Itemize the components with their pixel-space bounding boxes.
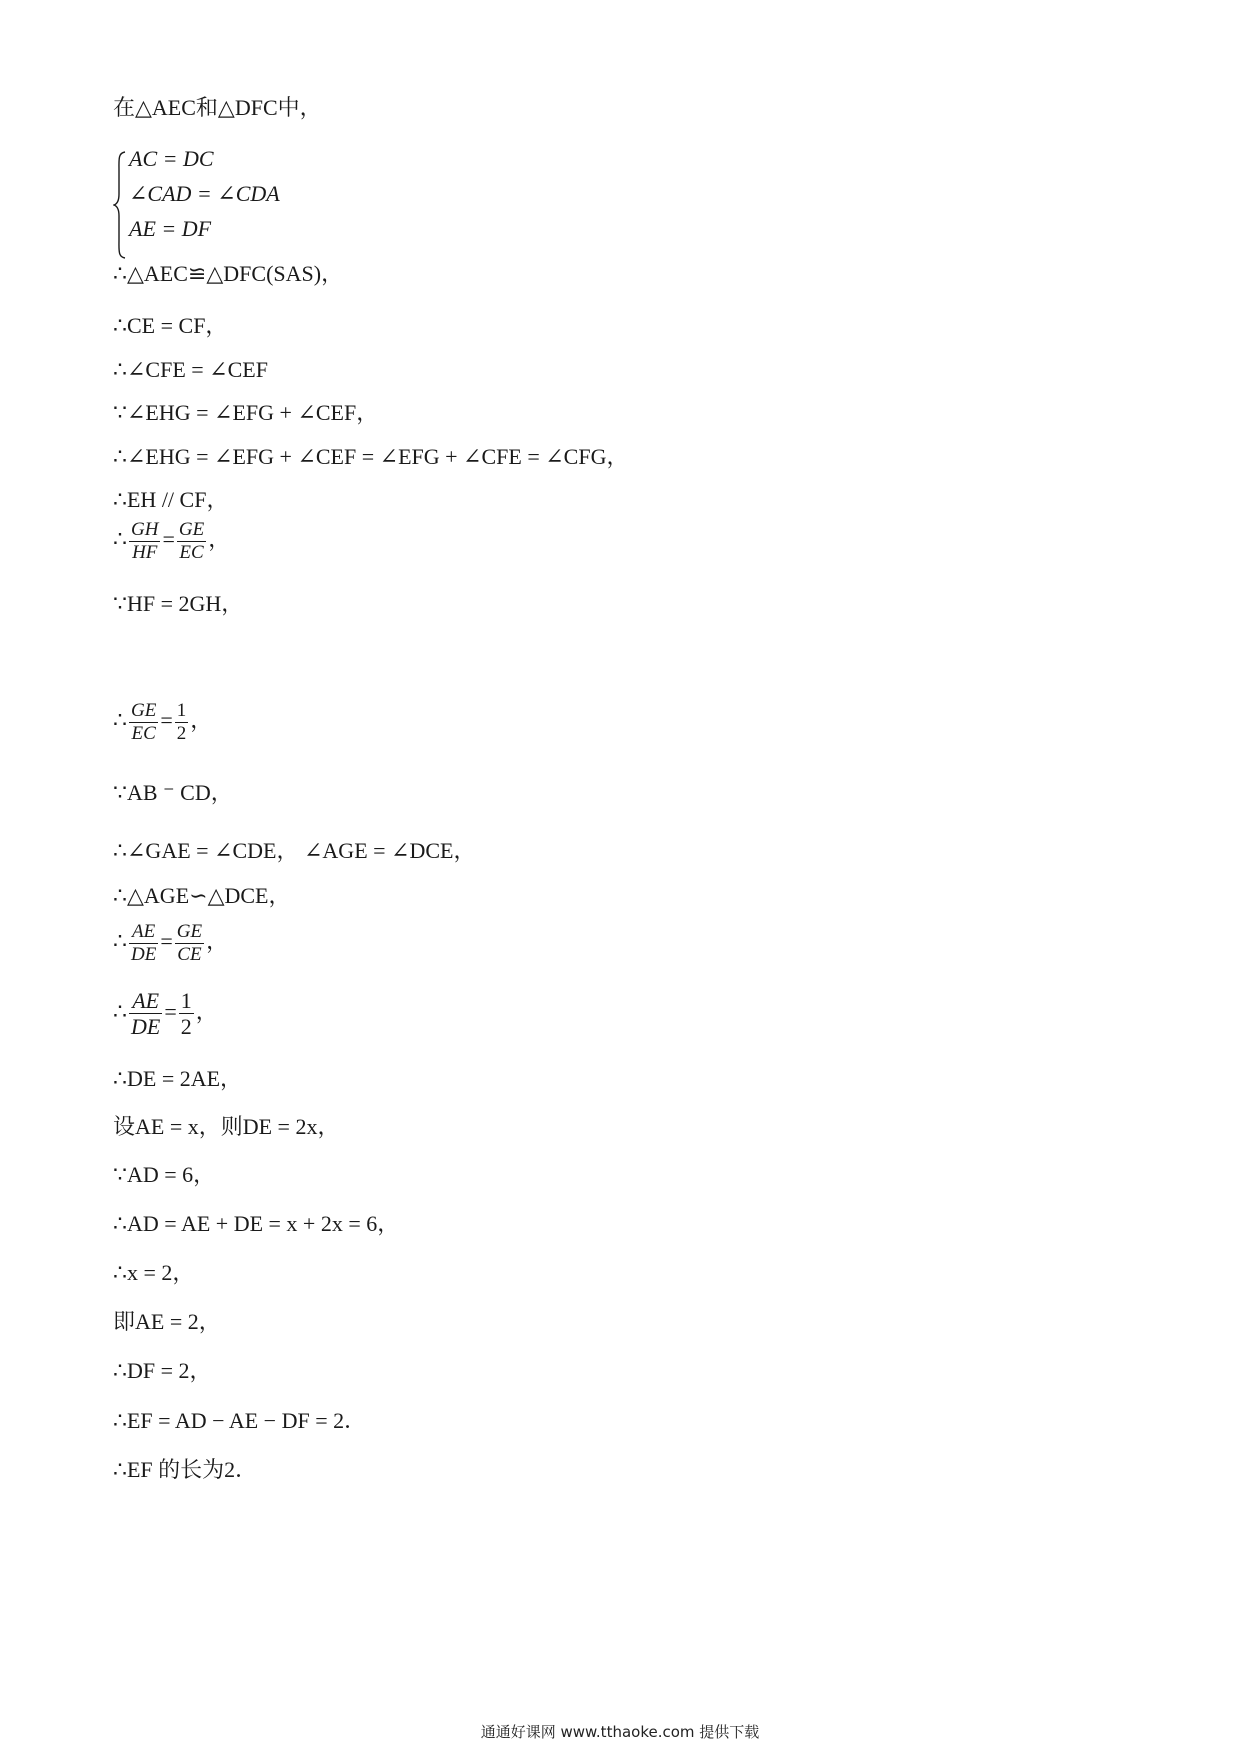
operator: = bbox=[160, 928, 173, 954]
proof-line: ∴CE = CF， bbox=[113, 313, 228, 338]
proof-line: ∵HF = 2GH， bbox=[113, 591, 244, 616]
proof-line: ∴EF = AD − AE − DF = 2． bbox=[113, 1408, 367, 1433]
prefix-symbol: ∴ bbox=[113, 998, 127, 1024]
fraction bbox=[129, 988, 162, 1040]
fraction bbox=[177, 519, 206, 564]
proof-line: ∵∠EHG = ∠EFG + ∠CEF， bbox=[113, 400, 379, 425]
operator: = bbox=[162, 526, 175, 552]
page-footer: 通通好课网 www.tthaoke.com 提供下载 bbox=[480, 1723, 760, 1741]
denominator: DE bbox=[131, 1014, 161, 1040]
denominator: EC bbox=[131, 722, 156, 744]
numerator: AE bbox=[129, 988, 162, 1014]
denominator: HF bbox=[132, 541, 158, 563]
operator: = bbox=[164, 998, 177, 1024]
fraction bbox=[129, 519, 160, 564]
numerator: GE bbox=[176, 921, 203, 942]
proof-line: ∴△AEC≌△DFC(SAS)， bbox=[113, 261, 344, 286]
fraction-line bbox=[113, 988, 218, 1040]
suffix: ， bbox=[206, 928, 229, 954]
prefix-symbol: ∴ bbox=[113, 928, 127, 954]
left-brace bbox=[113, 150, 127, 260]
proof-line: ∴AD = AE + DE = x + 2x = 6， bbox=[113, 1211, 400, 1236]
proof-line: ∴∠GAE = ∠CDE， ∠AGE = ∠DCE， bbox=[113, 838, 476, 863]
proof-line: ∵AD = 6， bbox=[113, 1162, 216, 1187]
numerator: 1 bbox=[180, 988, 192, 1013]
proof-line: ∴∠EHG = ∠EFG + ∠CEF = ∠EFG + ∠CFE = ∠CFG， bbox=[113, 444, 629, 469]
numerator: AE bbox=[129, 921, 158, 944]
proof-line: ∴DF = 2， bbox=[113, 1358, 212, 1383]
proof-line: ∴DE = 2AE， bbox=[113, 1066, 243, 1091]
denominator: EC bbox=[179, 541, 204, 563]
suffix: ， bbox=[190, 707, 213, 733]
operator: = bbox=[160, 707, 173, 733]
fraction bbox=[129, 921, 158, 966]
denominator: CE bbox=[177, 943, 202, 965]
numerator: GE bbox=[178, 519, 205, 540]
suffix: ， bbox=[195, 998, 218, 1024]
numerator: GH bbox=[131, 519, 159, 540]
fraction-line bbox=[113, 921, 228, 966]
system-row: AE = DF bbox=[129, 216, 212, 241]
proof-line: ∵AB ⁻ CD， bbox=[113, 780, 233, 805]
fraction bbox=[129, 700, 158, 745]
system-row: AC = DC bbox=[129, 146, 214, 171]
numerator: 1 bbox=[176, 700, 187, 721]
fraction-line bbox=[113, 700, 212, 745]
fraction bbox=[175, 700, 189, 745]
proof-line: ∴EF 的长为2． bbox=[113, 1457, 258, 1482]
denominator: 2 bbox=[180, 1014, 192, 1040]
denominator: 2 bbox=[176, 722, 187, 744]
fraction-line bbox=[113, 519, 230, 564]
proof-line: ∴△AGE∽△DCE， bbox=[113, 883, 291, 908]
fraction bbox=[175, 921, 204, 966]
suffix: ， bbox=[208, 526, 231, 552]
fraction bbox=[179, 988, 194, 1040]
proof-line: 即AE = 2， bbox=[113, 1309, 221, 1334]
proof-line: ∴x = 2， bbox=[113, 1260, 195, 1285]
proof-line: 在△AEC和△DFC中， bbox=[113, 95, 322, 120]
equation-system bbox=[113, 148, 413, 266]
prefix-symbol: ∴ bbox=[113, 707, 127, 733]
prefix-symbol: ∴ bbox=[113, 526, 127, 552]
system-row: ∠CAD = ∠CDA bbox=[129, 181, 280, 206]
proof-line: ∴∠CFE = ∠CEF bbox=[113, 357, 268, 382]
proof-line: ∴EH // CF， bbox=[113, 487, 229, 512]
denominator: DE bbox=[131, 943, 157, 965]
proof-line: 设AE = x，则DE = 2x， bbox=[113, 1114, 340, 1139]
numerator: GE bbox=[131, 700, 157, 721]
